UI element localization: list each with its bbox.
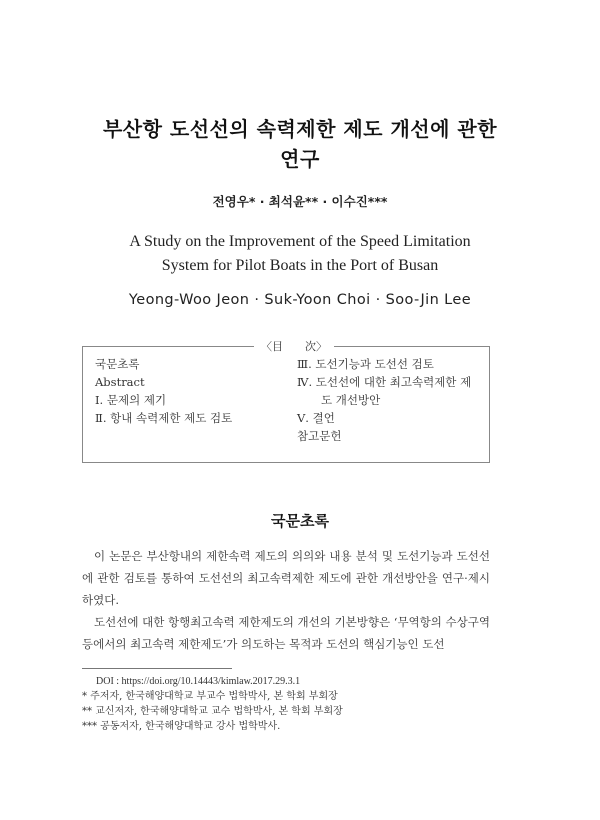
footnote-1: * 주저자, 한국해양대학교 부교수 법학박사, 본 학회 부회장: [82, 691, 338, 702]
toc-heading: 〈目 次〉: [254, 338, 334, 354]
toc-border-right: [333, 346, 489, 347]
title-korean-line-1: 부산항 도선선의 속력제한 제도 개선에 관한: [102, 117, 498, 141]
authors-english: Yeong-Woo Jeon · Suk-Yoon Choi · Soo-Jin Lee: [128, 292, 472, 308]
footnote-2: ** 교신저자, 한국해양대학교 교수 법학박사, 본 학회 부회장: [82, 706, 343, 717]
title-korean: [60, 114, 540, 174]
abstract-paragraph-1: 이 논문은 부산항내의 제한속력 제도의 의의와 내용 분석 및 도선기능과 도선선에 관한 검토를 통하여 도선선의 최고속력제한 제도에 관한 개선방안을 연구·제시하였다.: [82, 549, 490, 607]
toc-item-references: 참고문헌: [297, 429, 342, 443]
toc-item-section-5: Ⅴ. 결언: [297, 411, 335, 425]
title-korean-line-2: 연구: [280, 147, 320, 171]
toc-right-column: [297, 355, 487, 445]
abstract-paragraph-2: 도선선에 대한 항행최고속력 제한제도의 개선의 기본방향은 ‘무역항의 수상구역 등에서의 최고속력 제한제도’가 의도하는 목적과 도선의 핵심기능인 도선: [82, 615, 490, 651]
title-english: [60, 230, 540, 278]
title-english-line-2: System for Pilot Boats in the Port of Busan: [161, 257, 439, 274]
toc-item-section-4-cont: 도 개선방안: [321, 393, 381, 407]
toc-left-column: [95, 355, 232, 427]
doi-link[interactable]: DOI : https://doi.org/10.14443/kimlaw.2017.29.3.1: [96, 676, 301, 687]
toc-item-abstract-en: Abstract: [95, 375, 145, 389]
footnotes: [82, 674, 502, 734]
title-english-line-1: A Study on the Improvement of the Speed Limitation: [129, 233, 471, 250]
toc-border-left: [82, 346, 254, 347]
toc-item-section-2: Ⅱ. 항내 속력제한 제도 검토: [95, 411, 233, 425]
toc-item-section-4: Ⅳ. 도선선에 대한 최고속력제한 제: [297, 375, 472, 389]
section-heading-abstract: 국문초록: [271, 512, 329, 530]
toc-item-abstract-ko: 국문초록: [95, 357, 140, 371]
toc-item-section-3: Ⅲ. 도선기능과 도선선 검토: [297, 357, 434, 371]
footnote-3: *** 공동저자, 한국해양대학교 강사 법학박사.: [82, 721, 281, 732]
toc-item-section-1: Ⅰ. 문제의 제기: [95, 393, 167, 407]
authors-korean: 전영우* · 최석윤** · 이수진***: [212, 194, 388, 209]
footnote-divider: [82, 668, 232, 669]
